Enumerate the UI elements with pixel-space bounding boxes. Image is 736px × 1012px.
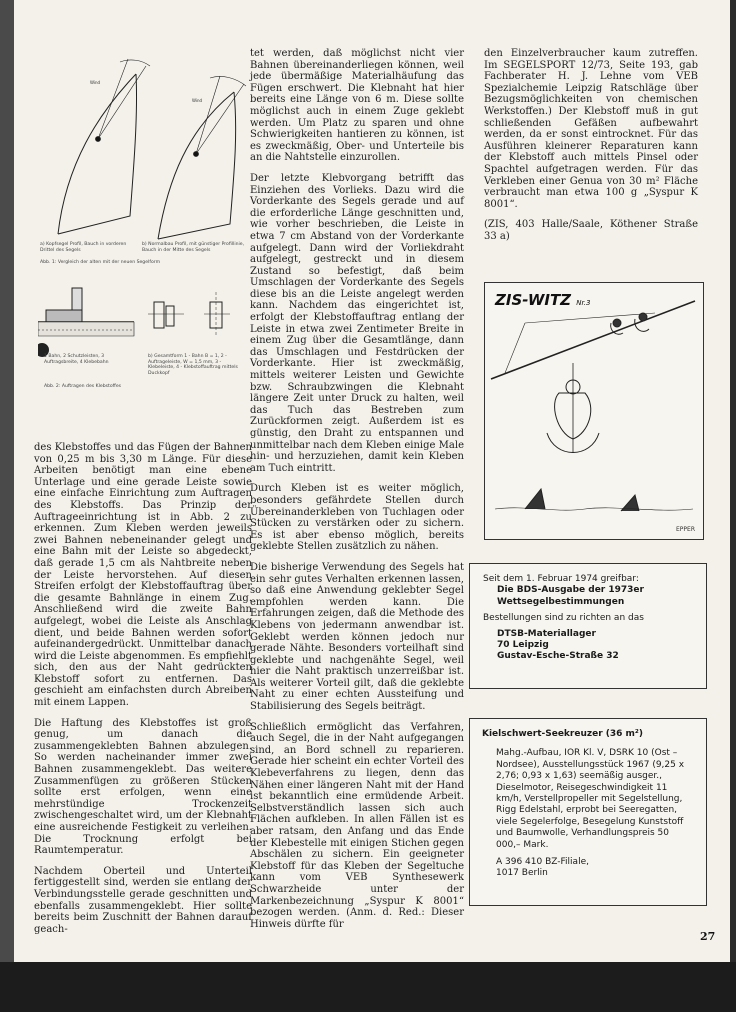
ad1-line1: Seit dem 1. Februar 1974 greifbar: [483, 574, 639, 584]
paragraph: Nachdem Oberteil und Unterteil fertiggestellt sind, werden sie entlang der Verbindungsstelle gerade geschnitten und ebenfalls zusammengeklebt. Hier sollte bereits beim Zuschnitt der Bahnen darauf geach- [34, 865, 252, 935]
paragraph: Die Haftung des Klebstoffes ist groß genug, um danach die zusammengeklebten Bahnen abzulegen. So werden nacheinander immer zwei Bahnen zusammengeklebt. Das weitere Zusammenfügen zu größeren Stücken sollte erst erfolgen, wenn eine mehrstündige Trockenzeit zwischengeschaltet wird, um der Klebnaht eine ausreichende Festigkeit zu verleihen. Die Trocknung erfolgt bei Raumtemperatur. [34, 717, 252, 857]
article-column-2 [250, 48, 464, 939]
svg-text:Wind: Wind [192, 98, 203, 103]
cartoon-drawing [485, 283, 703, 539]
ad2-title: Kielschwert-Seekreuzer (36 m²) [482, 729, 643, 739]
ad1-line2: Bestellungen sind zu richten an das [483, 613, 644, 624]
paragraph: Die bisherige Verwendung des Segels hat ein sehr gutes Verhalten erkennen lassen, so daß eine Anwendung geklebter Segel empfohlen werden kann. Die Erfahrungen zeigen, daß die Methode des Klebens von jedermann anwendbar ist. Geklebt werden können jedoch nur gerade Nähte. Besonders vorteilhaft sind geklebte und nachgenähte Segel, weil hier die Naht praktisch unzerreißbar ist. Als weiterer Vorteil gilt, daß die geklebte Naht zu einer echten Aussteifung und Stabilisierung des Segels beiträgt. [250, 561, 464, 713]
advertisement-boat-sale [469, 718, 707, 906]
fig1-title: Abb. 1: Vergleich der alten mit der neuen Segelform [40, 260, 161, 265]
fig2-legend-right: b) Gesamtform 1 - Bahn B = 1, 2 - Auftrageleiste, W = 1,5 mm, 3 - Klebeleiste, 4 - Klebstoffauftrag mittels Duckkopf [148, 354, 238, 376]
paragraph: den Einzelverbraucher kaum zutreffen. Im SEGELSPORT 12/73, Seite 193, gab Fachberater H. J. Lehne vom VEB Spezialchemie Leipzig Ratschläge über Bezugsmöglichkeiten von chemischen Werkstoffen.) Der Klebstoff muß in gut schließenden Gefäßen aufbewahrt werden, da er sonst eintrocknet. Für das Ausführen kleinerer Reparaturen kann der Klebstoff auch mittels Pinsel oder Spachtel aufgetragen werden. Für das Verkleben einer Genua von 30 m² Fläche verbraucht man etwa 100 g „Syspur K 8001“. [484, 48, 698, 210]
paragraph: Durch Kleben ist es weiter möglich, besonders gefährdete Stellen durch Übereinanderkleben von Tuchlagen oder Stücken zu verstärken oder zu sichern. Es ist aber ebenso möglich, bereits geklebte Stellen zusätzlich zu nähen. [250, 483, 464, 553]
article-column-1 [34, 442, 252, 944]
ad1-address-3: Gustav-Esche-Straße 32 [497, 651, 619, 662]
figure-sail-profiles [38, 44, 250, 276]
ad2-contact-1: A 396 410 BZ-Filiale, [496, 857, 589, 868]
paragraph: des Klebstoffes und das Fügen der Bahnen von 0,25 m bis 3,30 m Länge. Für diese Arbeiten benötigt man eine ebene Unterlage und eine gerade Leiste sowie eine einfache Einrichtung zum Auftragen des Klebstoffs. Das Prinzip der Auftrageeinrichtung ist in Abb. 2 zu erkennen. Zum Kleben werden jeweils zwei Bahnen nebeneinander gelegt und eine Bahn mit der Leiste so abgedeckt, daß gerade 1,5 cm als Nahtbreite neben der Leiste hervorstehen. Auf diesen Streifen erfolgt der Klebstoffauftrag über die gesamte Bahnlänge in einem Zug. Anschließend wird die zweite Bahn aufgelegt, wobei die Leiste als Anschlag dient, und beide Bahnen werden sofort aufeinandergedrückt. Unmittelbar danach wird die Leiste abgenommen. Es empfiehlt sich, den aus der Naht gedrückten Klebstoff sofort zu entfernen. Das geschieht am einfachsten durch Abreiben mit einem Lappen. [34, 442, 252, 709]
ad1-address-2: 70 Leipzig [497, 640, 549, 651]
ad1-headline: Die BDS-Ausgabe der 1973er Wettsegelbestimmungen [497, 585, 644, 607]
cartoon-title-text: ZIS-WITZ [495, 291, 572, 309]
article-column-3 [484, 48, 698, 252]
paragraph: (ZIS, 403 Halle/Saale, Köthener Straße 33 a) [484, 219, 698, 242]
ad2-contact-2: 1017 Berlin [496, 868, 548, 879]
fig2-title: Abb. 2: Auftragen des Klebstoffes [44, 384, 122, 389]
paragraph: tet werden, daß möglichst nicht vier Bahnen übereinanderliegen können, weil jede übermäßige Materialhäufung das Fügen erschwert. Die Klebnaht hat hier bereits eine Länge von 6 m. Diese sollte möglichst auch in einem Zuge geklebt werden. Um Platz zu sparen und ohne Schwierigkeiten hantieren zu können, ist es zweckmäßig, Ober- und Unterteile bis an die Nahtstelle einzurollen. [250, 48, 464, 164]
page-number: 27 [700, 930, 716, 943]
cartoon-number: Nr.3 [576, 299, 591, 307]
paragraph: Schließlich ermöglicht das Verfahren, auch Segel, die in der Naht aufgegangen sind, an Bord schnell zu reparieren. Gerade hier scheint ein echter Vorteil des Klebeverfahrens zu liegen, denn das Nähen einer längeren Naht mit der Hand ist bekanntlich eine ermüdende Arbeit. Selbstverständlich lassen sich auch Flächen aufkleben. In allen Fällen ist es aber ratsam, den Anfang und das Ende der Klebestelle mit einigen Stichen gegen Abschälen zu sichern. Ein geeigneter Klebstoff für das Kleben der Segeltuche kann vom VEB Synthesewerk Schwarzheide unter der Markenbezeichnung „Syspur K 8001“ bezogen werden. (Anm. d. Red.: Dieser Hinweis dürfte für [250, 721, 464, 930]
ad2-body: Mahg.-Aufbau, IOR Kl. V, DSRK 10 (Ost – Nordsee), Ausstellungsstück 1967 (9,25 x 2,76; 0,93 x 1,63) seemäßig ausger., Dieselmotor, Reisegeschwindigkeit 11 km/h, Verstellpropeller mit Segelstellung, Rigg Edelstahl, erprobt bei Seeregatten, viele Segelerfolge, Besegelung Kunststoff und Baumwolle, Verhandlungspreis 50 000,– Mark. [496, 748, 685, 850]
cartoon-box [484, 282, 704, 540]
magazine-page [14, 0, 730, 962]
cartoon-signature: EPPER [676, 526, 695, 533]
paragraph: Der letzte Klebvorgang betrifft das Einziehen des Vorlieks. Dazu wird die Vorderkante des Segels gerade und auf die erforderliche Länge geschnitten und, wie vorher beschrieben, die Leiste in etwa 7 cm Abstand von der Vorderkante aufgelegt. Dann wird der Vorliekdraht aufgelegt, gestreckt und in diesem Zustand so befestigt, daß beim Umschlagen der Vorderkante des Segels diese bis an die Leiste angelegt werden kann. Nachdem das eingerichtet ist, erfolgt der Klebstoffauftrag entlang der Leiste in etwa zwei Zentimeter Breite in einem Zug über die Gesamtlänge, dann das Umschlagen und Festdrücken der Vorderkante. Hier ist zweckmäßig, mittels weiterer Leisten und Gewichte bzw. Schraubzwingen die Klebnaht längere Zeit unter Druck zu halten, weil das Tuch das Bestreben zum Zurückformen zeigt. Außerdem ist es günstig, den Draht zu entspannen und unmittelbar nach dem Kleben einige Male hin- und herzuziehen, damit kein Kleben am Tuch eintritt. [250, 172, 464, 474]
scan-bottom-edge [0, 962, 736, 1012]
fig2-legend-left: 1 Bahn, 2 Schutzleisten, 3 Auftragsbreite, 4 Klebebahn [44, 354, 109, 365]
scan-left-edge [0, 0, 14, 962]
fig1-caption-b: b) Normalbau Profil, mit günstiger Profillinie, Bauch in der Mitte des Segels [142, 242, 245, 253]
svg-text:Wind: Wind [90, 80, 101, 85]
figure-adhesive-device [38, 278, 250, 426]
fig1-caption-a: a) Kopfsegel Profil, Bauch in vorderen Drittel des Segels [40, 242, 127, 253]
ad1-address-1: DTSB-Materiallager [497, 628, 596, 639]
advertisement-rules-book [469, 563, 707, 689]
